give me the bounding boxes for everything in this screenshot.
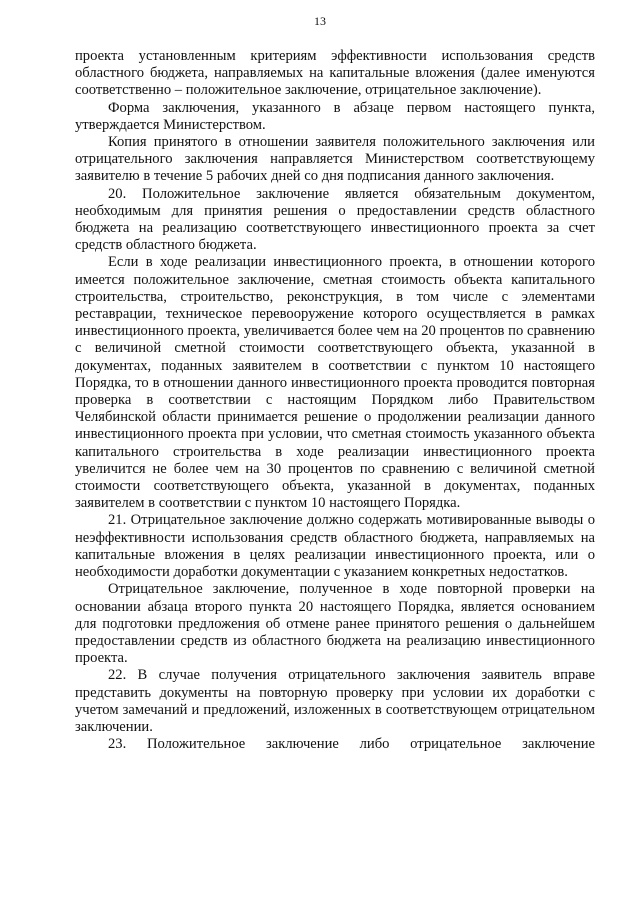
paragraph: Отрицательное заключение, полученное в ходе повторной проверки на основании абзаца второго пункта 20 настоящего Порядка, является основанием для подготовки предложения об отмене ранее принятого решения о дальнейшем предоставлении средств из областного бюджета на реализацию инвестиционного проекта. [75, 581, 595, 667]
body-text [75, 48, 595, 753]
paragraph: Копия принятого в отношении заявителя положительного заключения или отрицательного заключения направляется Министерством соответствующему заявителю в течение 5 рабочих дней со дня подписания данного заключения. [75, 134, 595, 185]
paragraph: Если в ходе реализации инвестиционного проекта, в отношении которого имеется положительное заключение, сметная стоимость объекта капитального строительства, строительство, реконструкция, в том числе с элементами реставрации, техническое перевооружение которого осуществляется в рамках инвестиционного проекта, увеличивается более чем на 20 процентов по сравнению с величиной сметной стоимости соответствующего объекта, указанной в документах, поданных заявителем в соответствии с пунктом 10 настоящего Порядка, то в отношении данного инвестиционного проекта проводится повторная проверка в соответствии с настоящим Порядком либо Правительством Челябинской области принимается решение о продолжении реализации данного инвестиционного проекта при условии, что сметная стоимость указанного объекта капитального строительства в ходе реализации инвестиционного проекта увеличится не более чем на 30 процентов по сравнению с величиной сметной стоимости соответствующего объекта, указанной в документах, поданных заявителем в соответствии с пунктом 10 настоящего Порядка. [75, 254, 595, 512]
page-number: 13 [314, 14, 326, 28]
paragraph: 20. Положительное заключение является обязательным документом, необходимым для принятия решения о предоставлении средств областного бюджета на реализацию соответствующего инвестиционного проекта за счет средств областного бюджета. [75, 185, 595, 254]
paragraph: 22. В случае получения отрицательного заключения заявитель вправе представить документы на повторную проверку при условии их доработки с учетом замечаний и предложений, изложенных в соответствующем отрицательном заключении. [75, 667, 595, 735]
paragraph: Форма заключения, указанного в абзаце первом настоящего пункта, утверждается Министерством. [75, 99, 595, 133]
paragraph: проекта установленным критериям эффективности использования средств областного бюджета, направляемых на капитальные вложения (далее именуются соответственно – положительное заключение, отрицательное заключение). [75, 48, 595, 99]
paragraph: 23. Положительное заключение либо отрицательное заключение [108, 736, 595, 753]
paragraph: 21. Отрицательное заключение должно содержать мотивированные выводы о неэффективности использования средств областного бюджета, направляемых на капитальные вложения в целях реализации инвестиционного проекта, или о необходимости доработки документации с указанием конкретных недостатков. [75, 512, 595, 581]
